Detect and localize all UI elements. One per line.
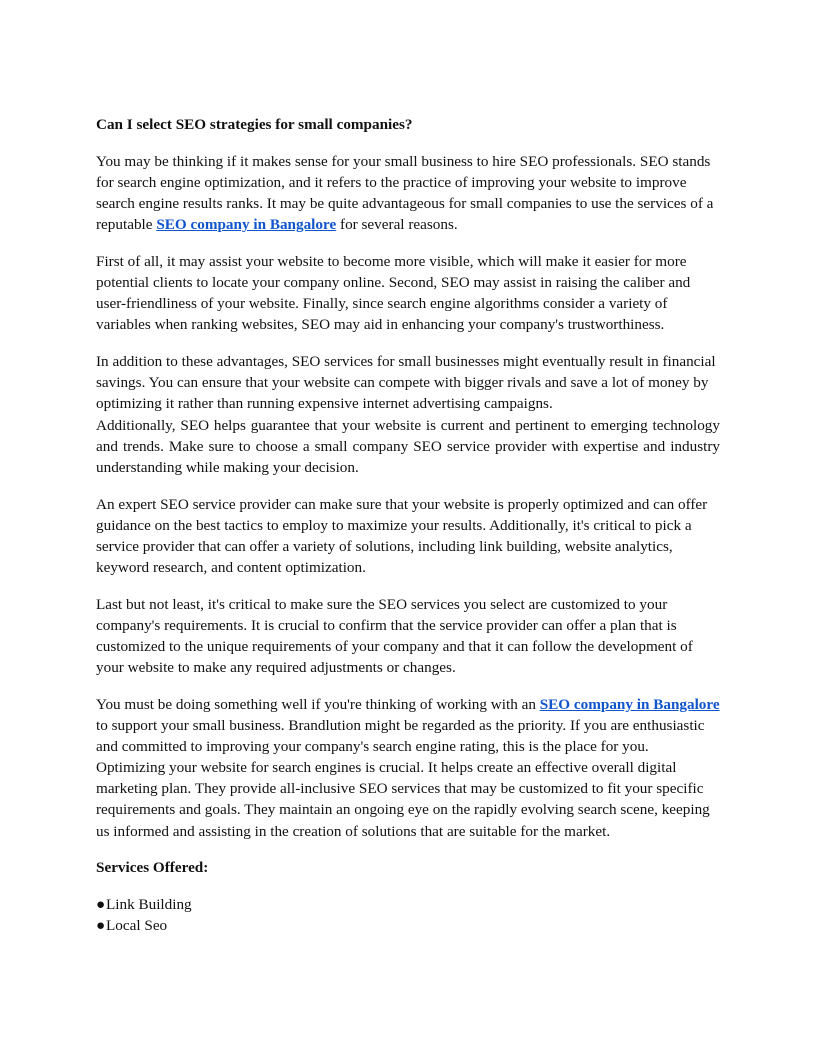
seo-company-link-2[interactable]: SEO company in Bangalore [539, 695, 720, 713]
service-label: Local Seo [106, 917, 168, 935]
page-heading: Can I select SEO strategies for small companies? [96, 116, 413, 133]
paragraph-intro-text: You may be thinking if it makes sense for your small business to hire SEO professionals. SEO stands for search engine optimization, and it refers to the practice of improving your website to improve search engine results ranks. It may be quite advantageous for small companies to use the services of a reputable [96, 152, 714, 234]
paragraph-intro [96, 151, 720, 235]
paragraph-savings [96, 351, 720, 478]
paragraph-visibility: First of all, it may assist your website to become more visible, which will make it easier for more potential clients to locate your company online. Second, SEO may assist in raising the caliber and user-friendliness of your website. Finally, since search engine algorithms consider a variety of variables when ranking websites, SEO may aid in enhancing your company's trustworthiness. [96, 253, 691, 334]
bullet-icon: ● [96, 917, 106, 935]
seo-company-link[interactable]: SEO company in Bangalore [156, 216, 337, 234]
document-page [96, 114, 720, 936]
paragraph-savings-text: In addition to these advantages, SEO services for small businesses might eventually result in financial savings. You can ensure that your website can compete with bigger rivals and save a lot of money by optimizing it rather than running expensive internet advertising campaigns. [96, 353, 716, 413]
services-list [96, 894, 720, 936]
list-item [96, 894, 720, 915]
paragraph-customization: Last but not least, it's critical to make sure the SEO services you select are customized to your company's requirements. It is crucial to confirm that the service provider can offer a plan that is customized to the unique requirements of your company and that it can follow the development of your website to make any required adjustments or changes. [96, 595, 693, 677]
services-heading: Services Offered: [96, 859, 209, 877]
paragraph-brandlution [96, 694, 720, 842]
bullet-icon: ● [96, 896, 106, 914]
paragraph-brandlution-tail: to support your small business. Brandlution might be regarded as the priority. If you are enthusiastic and committed to improving your company's search engine rating, this is the place for you. Optimizing your website for search engines is crucial. It helps create an effective overall digital marketing plan. They provide all-inclusive SEO services that may be customized to fit your specific requirements and goals. They maintain an ongoing eye on the rapidly evolving search scene, keeping us informed and assisting in the creation of solutions that are suitable for the market. [96, 717, 710, 840]
list-item [96, 915, 720, 936]
paragraph-brandlution-text: You must be doing something well if you're thinking of working with an [96, 695, 540, 713]
paragraph-savings-justified: Additionally, SEO helps guarantee that your website is current and pertinent to emerging technology and trends. Make sure to choose a small company SEO service provider with expertise and industry understanding while making your decision. [96, 416, 720, 476]
service-label: Link Building [106, 896, 192, 914]
paragraph-intro-tail: for several reasons. [336, 216, 458, 234]
paragraph-expert-provider: An expert SEO service provider can make sure that your website is properly optimized and can offer guidance on the best tactics to employ to maximize your results. Additionally, it's critical to pick a service provider that can offer a variety of solutions, including link building, website analytics, keyword research, and content optimization. [96, 495, 708, 576]
